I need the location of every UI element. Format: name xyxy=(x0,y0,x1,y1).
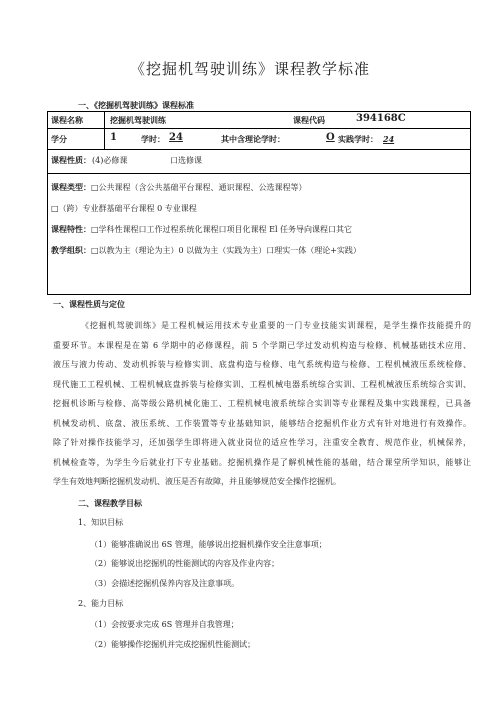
para-line: 学生有效地判断挖掘机发动机、液压是否有故障，并且能够规范安全操作挖掘机。 xyxy=(53,477,341,486)
para-line: 除了针对操作技能学习，还加强学生即将进入就业岗位的适应性学习，注重安全教育、规范作业，机械保养， xyxy=(53,438,471,447)
table-row-nature xyxy=(48,150,470,174)
course-feature-label: 课程特性： xyxy=(51,224,91,234)
course-nature-label: 课程性质： xyxy=(51,155,91,165)
subheading-knowledge: 1、知识目标 xyxy=(78,518,124,527)
para-line: 机械发动机、底盘、液压系统、工作装置等专业基础知识，能够结合挖掘机作业方式有针对地进行有效操作。 xyxy=(53,418,471,428)
course-name-value: 挖掘机驾驶训练 xyxy=(110,115,166,125)
teaching-org-label: 教学组织： xyxy=(51,245,91,255)
practice-hours-value: 24 xyxy=(383,134,395,144)
theory-hours-value: O xyxy=(326,132,335,143)
section-heading-nature: 一、课程性质与定位 xyxy=(53,299,125,309)
subheading-ability: 2、能力目标 xyxy=(78,599,124,608)
theory-hours-label: 其中含理论学时： xyxy=(221,134,285,144)
knowledge-goal-item: （3）会描述挖掘机保养内容及注意事项。 xyxy=(90,579,240,588)
knowledge-goal-item: （1）能够准确说出 6S 管理，能够说出挖掘机操作安全注意事项； xyxy=(90,540,327,549)
course-feature-line xyxy=(51,224,352,235)
credit-label: 学分 xyxy=(51,134,67,144)
course-description xyxy=(53,316,471,492)
course-type-label: 课程类型： xyxy=(51,182,91,192)
course-info-table xyxy=(47,111,471,295)
course-nature-elective: 口选修课 xyxy=(170,156,202,165)
table-row-name xyxy=(48,112,470,129)
section-heading-goals: 二、课程教学目标 xyxy=(78,498,142,508)
credit-value: 1 xyxy=(110,132,117,143)
course-nature-required: (4)必修课 xyxy=(92,156,128,165)
para-line: 挖掘机诊断与检修、高等级公路机械化施工、工程机械电液系统综合实训等专业课程及集中实践课程，已具备 xyxy=(53,399,471,408)
para-line: 《挖掘机驾驶训练》是工程机械运用技术专业重要的一门专业技能实训课程，是学生操作技能提升的 xyxy=(81,321,471,330)
course-type-line2: □（跨）专业群基础平台课程 0 专业课程 xyxy=(51,204,197,213)
course-code-label: 课程代码 xyxy=(293,115,325,125)
course-code-value: 394168C xyxy=(356,113,406,124)
document-title: 《挖掘机驾驶训练》课程教学标准 xyxy=(129,60,370,78)
para-line: 机械检查等，为学生今后就业打下专业基础。挖掘机操作是了解机械性能的基础，结合课堂所学知识，能够让 xyxy=(53,457,471,467)
para-line: 液压与液力传动、发动机拆装与检修实训、底盘构造与检修、电气系统构造与检修、工程机械液压系统检修、 xyxy=(53,360,471,369)
course-feature-text: □学科性课程口工作过程系统化课程口项目化课程 El 任务导向课程口其它 xyxy=(91,225,353,234)
teaching-org-text: □以教为主（理论为主）0 以做为主（实践为主）口理实一体（理论+实践） xyxy=(91,246,361,255)
practice-hours-label: 实践学时： xyxy=(338,134,378,144)
hours-value: 24 xyxy=(169,132,183,143)
para-line: 现代施工工程机械、工程机械底盘拆装与检修实训、工程机械电器系统综合实训、工程机械液压系统综合实训、 xyxy=(53,379,471,389)
hours-label: 学时： xyxy=(141,134,165,144)
table-row-hours xyxy=(48,129,470,150)
course-type-text: □公共课程（含公共基础平台课程、通识课程、公选课程等） xyxy=(91,183,307,192)
ability-goal-item: （1）会按要求完成 6S 管理并自我管理； xyxy=(90,620,239,629)
ability-goal-item: （2）能够操作挖掘机并完成挖掘机性能测试； xyxy=(90,640,256,649)
teaching-org-line xyxy=(51,245,361,256)
knowledge-goal-item: （2）能够说出挖掘机的性能测试的内容及作业内容； xyxy=(90,559,280,568)
course-name-label: 课程名称 xyxy=(51,115,83,125)
section-heading-standard: 一、《挖掘机驾驶训练》课程标准 xyxy=(78,100,194,110)
para-line: 重要环节。本课程是在第 6 学期中的必修课程，前 5 个学期已学过发动机构造与检修、机械基础技术应用、 xyxy=(53,340,471,350)
course-type-line xyxy=(51,182,307,193)
